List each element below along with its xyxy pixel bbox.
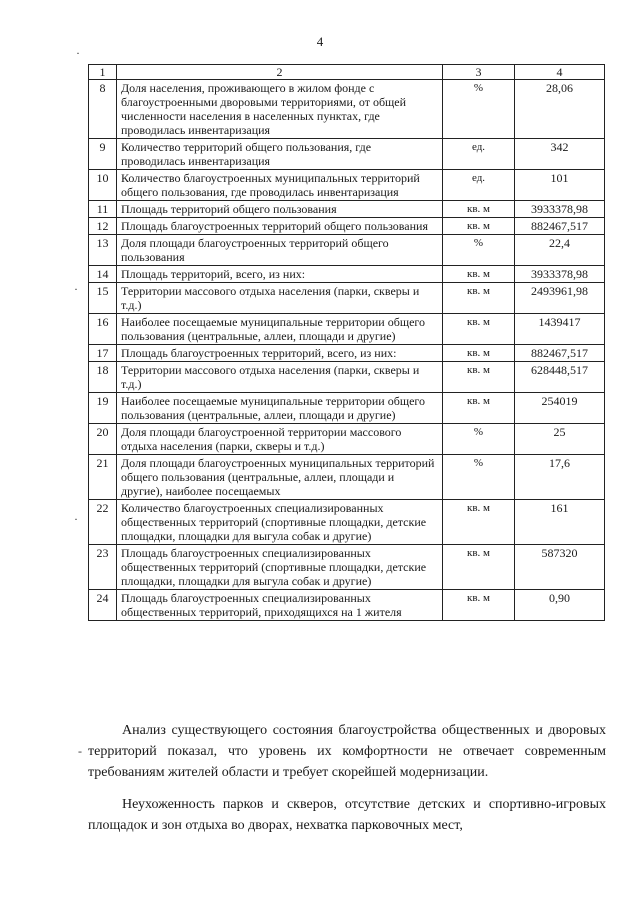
row-value-cell: 882467,517 (515, 218, 605, 235)
row-unit-cell: кв. м (443, 283, 515, 314)
row-value-cell: 587320 (515, 545, 605, 590)
row-number-cell: 22 (89, 500, 117, 545)
row-number-cell: 20 (89, 424, 117, 455)
table-row (89, 545, 605, 590)
row-description-cell: Площадь благоустроенных территорий, всего, из них: (117, 345, 443, 362)
row-unit-cell: кв. м (443, 362, 515, 393)
row-description-cell: Доля площади благоустроенных территорий общего пользования (117, 235, 443, 266)
row-unit-cell: кв. м (443, 218, 515, 235)
row-unit-cell: кв. м (443, 545, 515, 590)
row-number-cell: 10 (89, 170, 117, 201)
row-unit-cell: кв. м (443, 266, 515, 283)
row-description-cell: Доля площади благоустроенных муниципальных территорий общего пользования (центральные, аллеи, площади и другие), наиболее посещаемых (117, 455, 443, 500)
row-number-cell: 16 (89, 314, 117, 345)
table-row (89, 80, 605, 139)
row-value-cell: 1439417 (515, 314, 605, 345)
row-description-cell: Количество благоустроенных специализированных общественных территорий (спортивные площадки, детские площадки, площадки для выгула собак и другие) (117, 500, 443, 545)
table-row (89, 283, 605, 314)
row-value-cell: 28,06 (515, 80, 605, 139)
row-unit-cell: кв. м (443, 393, 515, 424)
header-cell: 4 (515, 65, 605, 80)
row-number-cell: 11 (89, 201, 117, 218)
table-row (89, 235, 605, 266)
table-header-row (89, 65, 605, 80)
row-unit-cell: кв. м (443, 590, 515, 621)
analysis-paragraph: Анализ существующего состояния благоустройства общественных и дворовых территорий показал, что уровень их комфортности не отвечает современным требованиям жителей области и требует скорейшей модернизации. (88, 723, 606, 780)
row-unit-cell: % (443, 235, 515, 266)
table-row (89, 201, 605, 218)
row-description-cell: Площадь территорий, всего, из них: (117, 266, 443, 283)
table-row (89, 218, 605, 235)
row-number-cell: 8 (89, 80, 117, 139)
problems-paragraph: Неухоженность парков и скверов, отсутствие детских и спортивно-игровых площадок и зон отдыха во дворах, нехватка парковочных мест, (88, 797, 606, 833)
row-unit-cell: % (443, 80, 515, 139)
table-row (89, 424, 605, 455)
row-value-cell: 2493961,98 (515, 283, 605, 314)
row-unit-cell: ед. (443, 139, 515, 170)
row-number-cell: 14 (89, 266, 117, 283)
row-description-cell: Количество территорий общего пользования, где проводилась инвентаризация (117, 139, 443, 170)
row-value-cell: 0,90 (515, 590, 605, 621)
table-row (89, 455, 605, 500)
margin-mark: - (78, 744, 82, 758)
margin-mark: · (74, 512, 78, 526)
header-cell: 2 (117, 65, 443, 80)
indicators-table (88, 64, 605, 621)
row-description-cell: Доля площади благоустроенной территории массового отдыха населения (парки, скверы и т.д.) (117, 424, 443, 455)
row-value-cell: 161 (515, 500, 605, 545)
row-value-cell: 22,4 (515, 235, 605, 266)
row-value-cell: 17,6 (515, 455, 605, 500)
row-description-cell: Наиболее посещаемые муниципальные территории общего пользования (центральные, аллеи, площади и другие) (117, 393, 443, 424)
row-value-cell: 3933378,98 (515, 266, 605, 283)
row-description-cell: Наиболее посещаемые муниципальные территории общего пользования (центральные, аллеи, площади и другие) (117, 314, 443, 345)
row-value-cell: 342 (515, 139, 605, 170)
row-value-cell: 3933378,98 (515, 201, 605, 218)
row-number-cell: 13 (89, 235, 117, 266)
row-unit-cell: % (443, 455, 515, 500)
table-row (89, 362, 605, 393)
row-value-cell: 628448,517 (515, 362, 605, 393)
table-row (89, 170, 605, 201)
table-row (89, 393, 605, 424)
row-description-cell: Территории массового отдыха населения (парки, скверы и т.д.) (117, 362, 443, 393)
row-description-cell: Площадь благоустроенных специализированных общественных территорий (спортивные площадки, детские площадки, площадки для выгула собак и другие) (117, 545, 443, 590)
row-unit-cell: кв. м (443, 314, 515, 345)
row-value-cell: 101 (515, 170, 605, 201)
row-unit-cell: % (443, 424, 515, 455)
row-number-cell: 15 (89, 283, 117, 314)
row-number-cell: 24 (89, 590, 117, 621)
table-row (89, 266, 605, 283)
margin-mark: · (74, 282, 78, 296)
row-number-cell: 18 (89, 362, 117, 393)
row-unit-cell: кв. м (443, 345, 515, 362)
row-number-cell: 21 (89, 455, 117, 500)
margin-mark: · (76, 46, 80, 60)
row-description-cell: Территории массового отдыха населения (парки, скверы и т.д.) (117, 283, 443, 314)
row-value-cell: 25 (515, 424, 605, 455)
row-number-cell: 17 (89, 345, 117, 362)
table-row (89, 314, 605, 345)
header-cell: 3 (443, 65, 515, 80)
table-row (89, 500, 605, 545)
row-number-cell: 12 (89, 218, 117, 235)
row-description-cell: Количество благоустроенных муниципальных территорий общего пользования, где проводилась инвентаризация (117, 170, 443, 201)
row-number-cell: 23 (89, 545, 117, 590)
header-cell: 1 (89, 65, 117, 80)
page-number: 4 (316, 34, 324, 49)
table-row (89, 139, 605, 170)
row-description-cell: Доля населения, проживающего в жилом фонде с благоустроенными дворовыми территориями, от общей численности населения в населенных пунктах, где проводилась инвентаризация (117, 80, 443, 139)
row-number-cell: 19 (89, 393, 117, 424)
row-number-cell: 9 (89, 139, 117, 170)
row-description-cell: Площадь благоустроенных специализированных общественных территорий, приходящихся на 1 жителя (117, 590, 443, 621)
row-description-cell: Площадь территорий общего пользования (117, 201, 443, 218)
row-value-cell: 882467,517 (515, 345, 605, 362)
row-description-cell: Площадь благоустроенных территорий общего пользования (117, 218, 443, 235)
row-unit-cell: ед. (443, 170, 515, 201)
row-unit-cell: кв. м (443, 201, 515, 218)
row-unit-cell: кв. м (443, 500, 515, 545)
table-row (89, 345, 605, 362)
table-row (89, 590, 605, 621)
row-value-cell: 254019 (515, 393, 605, 424)
